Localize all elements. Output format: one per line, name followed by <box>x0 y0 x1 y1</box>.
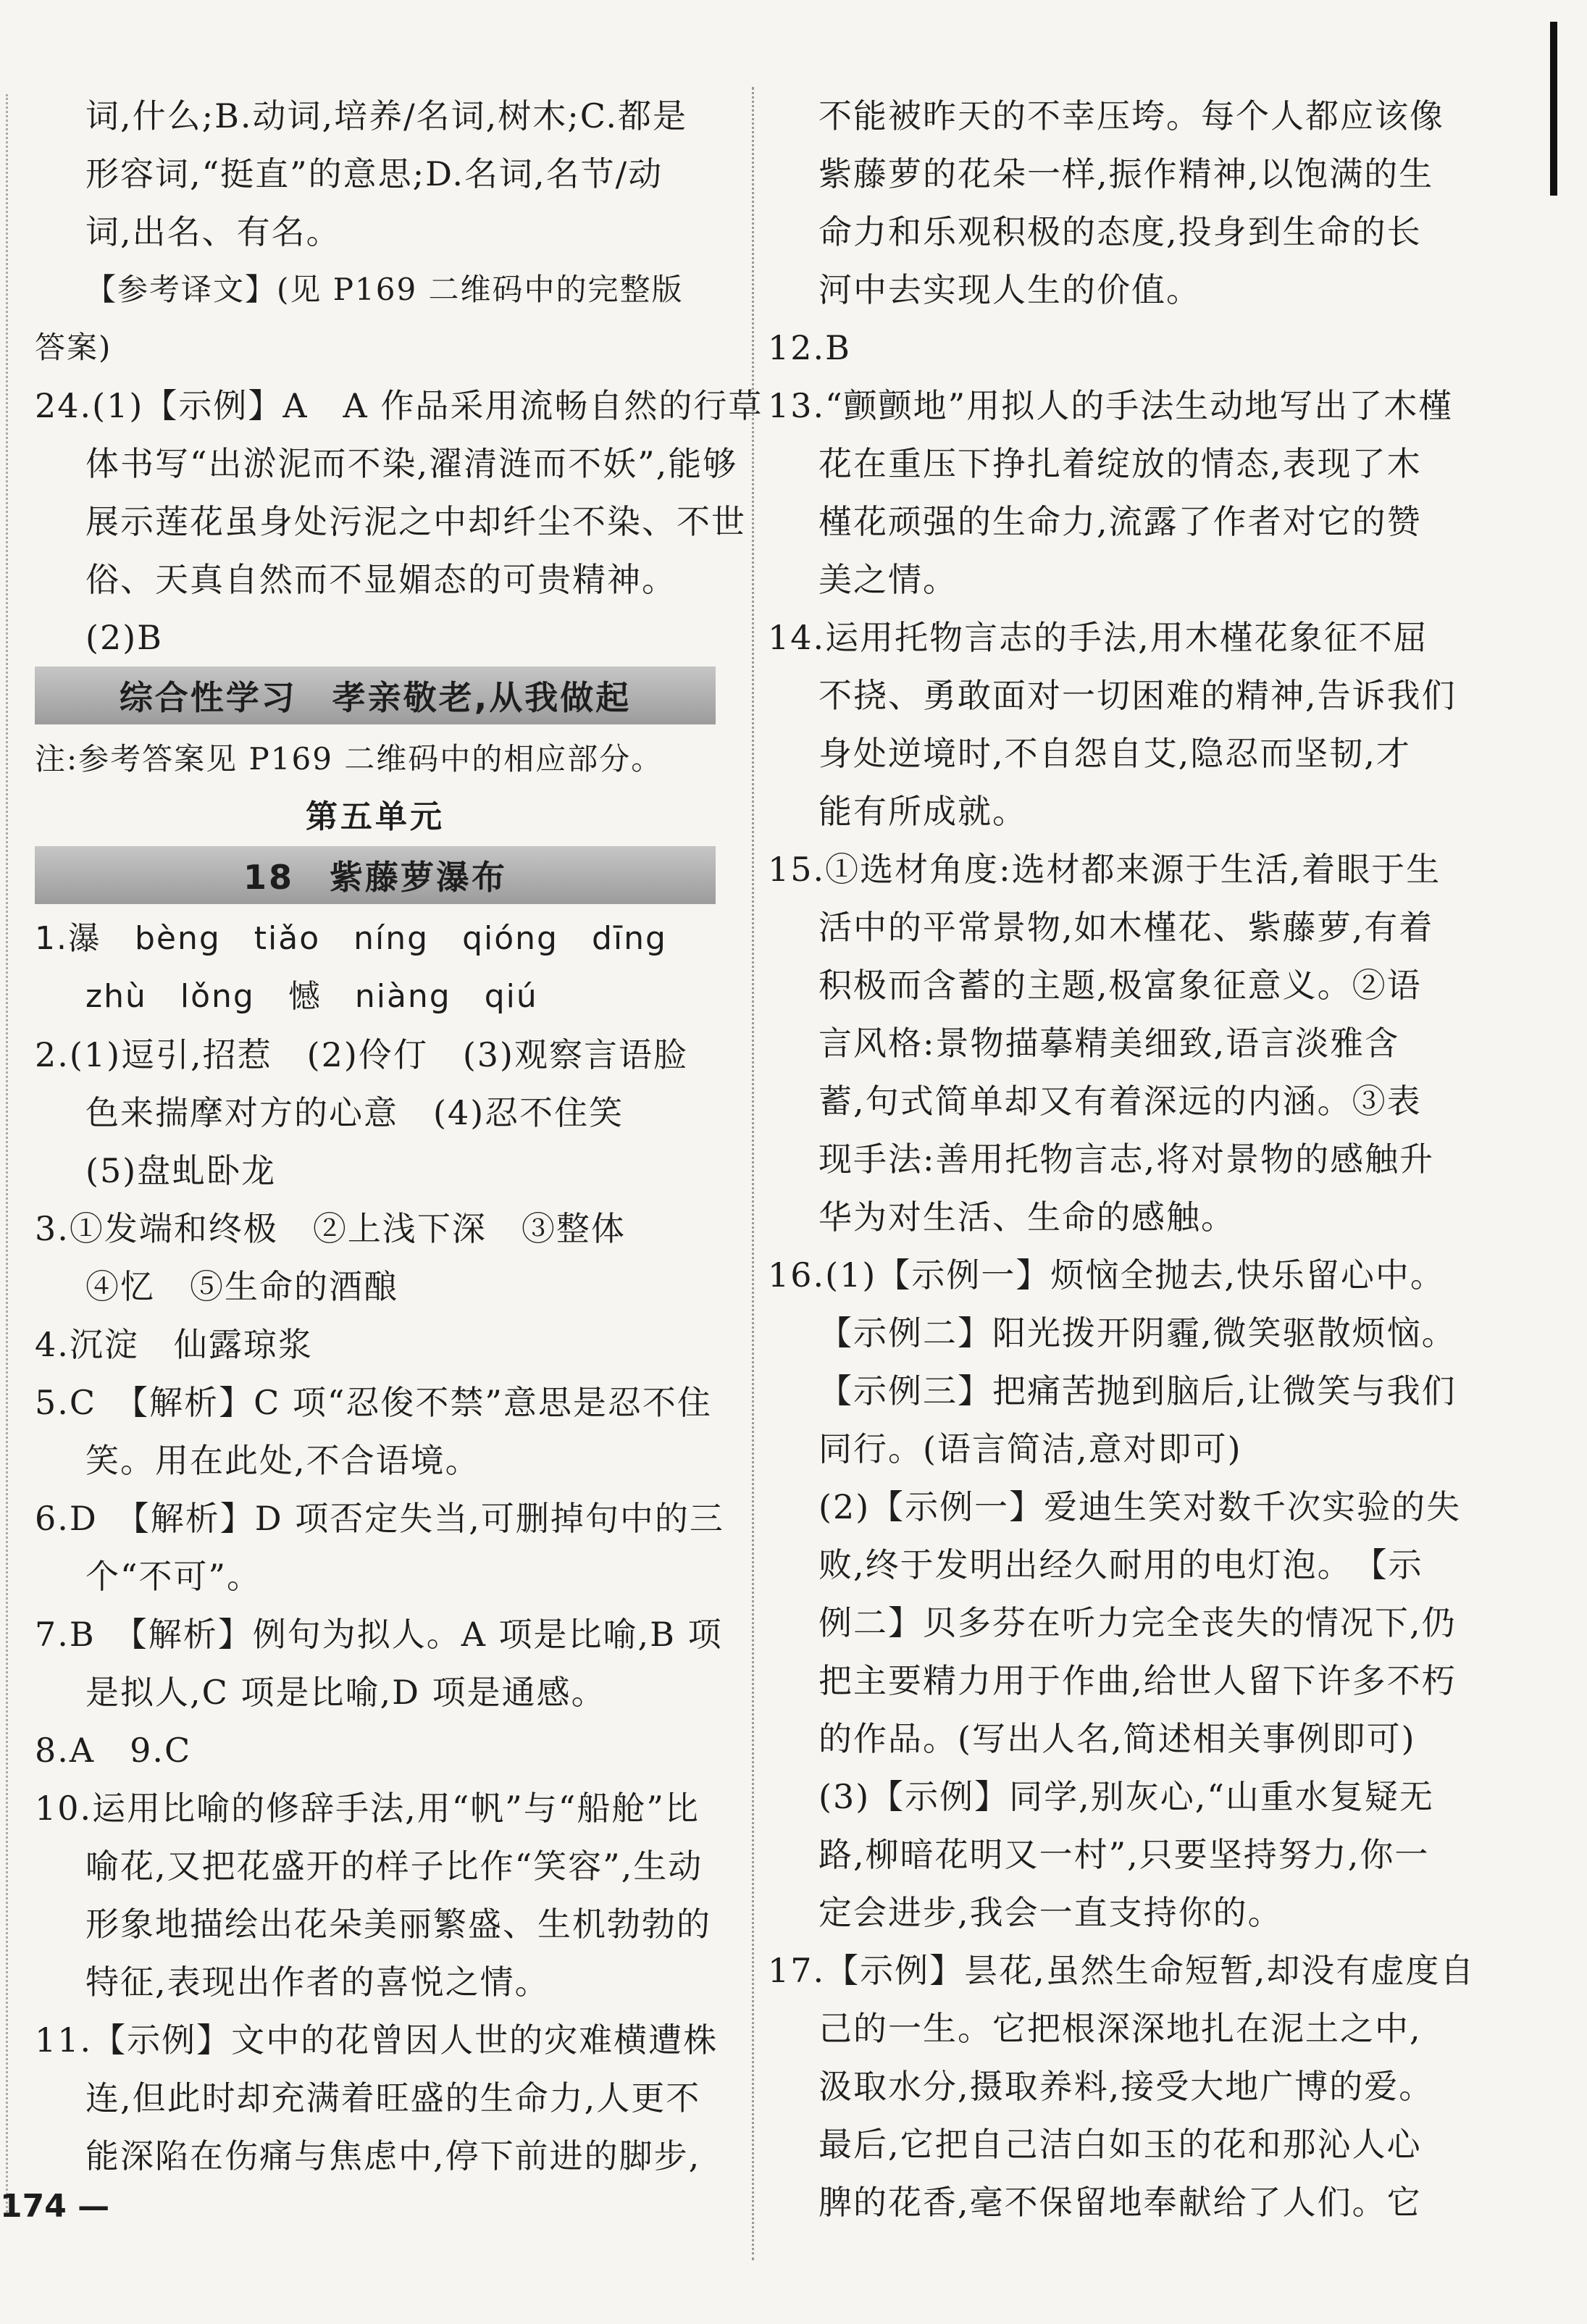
answer-8-9: 8.A 9.C <box>35 1731 192 1770</box>
answer-2: 2.(1)逗引,招惹 (2)伶仃 (3)观察言语脸 <box>35 1035 688 1074</box>
answer-line: 笑。用在此处,不合语境。 <box>85 1441 480 1480</box>
answer-line: 个“不可”。 <box>85 1557 262 1596</box>
answer-line: (3)【示例】同学,别灰心,“山重水复疑无 <box>818 1777 1434 1816</box>
answer-line: 脾的花香,毫不保留地奉献给了人们。它 <box>818 2183 1422 2222</box>
translation-note: 答案) <box>35 330 112 365</box>
answer-line: 花在重压下挣扎着绽放的情态,表现了木 <box>818 444 1422 483</box>
answer-3: 3.①发端和终极 ②上浅下深 ③整体 <box>35 1209 626 1248</box>
answer-line: 例二】贝多芬在听力完全丧失的情况下,仍 <box>818 1603 1457 1642</box>
answer-line: 己的一生。它把根深深地扎在泥土之中, <box>818 2009 1422 2048</box>
answer-5: 5.C 【解析】C 项“忍俊不禁”意思是忍不住 <box>35 1383 712 1422</box>
answer-line: 美之情。 <box>818 560 958 599</box>
answer-line: 槿花顽强的生命力,流露了作者对它的赞 <box>818 502 1422 541</box>
answer-17: 17.【示例】昙花,虽然生命短暂,却没有虚度自 <box>768 1951 1475 1990</box>
answer-line: 华为对生活、生命的感触。 <box>818 1197 1236 1237</box>
answer-line: 汲取水分,摄取养料,接受大地广博的爱。 <box>818 2067 1434 2106</box>
answer-line: 连,但此时却充满着旺盛的生命力,人更不 <box>85 2078 701 2118</box>
answer-line: 喻花,又把花盛开的样子比作“笑容”,生动 <box>85 1847 703 1886</box>
answer-15: 15.①选材角度:选材都来源于生活,着眼于生 <box>768 850 1441 889</box>
answer-line: 【示例三】把痛苦抛到脑后,让微笑与我们 <box>818 1371 1457 1410</box>
answer-line: 的作品。(写出人名,简述相关事例即可) <box>818 1719 1416 1758</box>
answer-line: 命力和乐观积极的态度,投身到生命的长 <box>818 212 1422 251</box>
lesson-band-title: 18 紫藤萝瀑布 <box>35 846 716 904</box>
answer-line: 是拟人,C 项是比喻,D 项是通感。 <box>85 1673 606 1712</box>
answer-line: 蓄,句式简单却又有着深远的内涵。③表 <box>818 1082 1422 1121</box>
reference-note: 注:参考答案见 P169 二维码中的相应部分。 <box>35 741 663 777</box>
answer-14: 14.运用托物言志的手法,用木槿花象征不屈 <box>768 618 1428 657</box>
answer-16: 16.(1)【示例一】烦恼全抛去,快乐留心中。 <box>768 1255 1445 1295</box>
answer-line: 体书写“出淤泥而不染,濯清涟而不妖”,能够 <box>85 444 738 483</box>
answer-line: 词,出名、有名。 <box>85 212 341 251</box>
answer-11: 11.【示例】文中的花曾因人世的灾难横遭株 <box>35 2020 719 2060</box>
answer-1: 1.瀑 bèng tiǎo níng qióng dīng <box>35 920 667 957</box>
answer-line: 把主要精力用于作曲,给世人留下许多不朽 <box>818 1661 1457 1700</box>
translation-note: 【参考译文】(见 P169 二维码中的完整版 <box>85 272 684 307</box>
answer-line: 现手法:善用托物言志,将对景物的感触升 <box>818 1140 1435 1179</box>
answer-line: 【示例二】阳光拨开阴霾,微笑驱散烦恼。 <box>818 1313 1457 1353</box>
answer-line: 俗、天真自然而不显媚态的可贵精神。 <box>85 560 677 599</box>
answer-line: 定会进步,我会一直支持你的。 <box>818 1893 1283 1932</box>
answer-line: 展示莲花虽身处污泥之中却纤尘不染、不世 <box>85 502 746 541</box>
answer-line: 活中的平常景物,如木槿花、紫藤萝,有着 <box>818 908 1434 947</box>
answer-line: 路,柳暗花明又一村”,只要坚持努力,你一 <box>818 1835 1430 1874</box>
answer-line: 色来揣摩对方的心意 (4)忍不住笑 <box>85 1093 624 1132</box>
answer-line: 能深陷在伤痛与焦虑中,停下前进的脚步, <box>85 2136 701 2175</box>
answer-line: 词,什么;B.动词,培养/名词,树木;C.都是 <box>85 96 687 135</box>
answer-line: 能有所成就。 <box>818 792 1027 831</box>
answer-line: (2)B <box>85 618 163 657</box>
answer-line: 不挠、勇敢面对一切困难的精神,告诉我们 <box>818 676 1457 715</box>
answer-line: 特征,表现出作者的喜悦之情。 <box>85 1963 550 2002</box>
answer-line: 不能被昨天的不幸压垮。每个人都应该像 <box>818 96 1444 135</box>
answer-line: 形容词,“挺直”的意思;D.名词,名节/动 <box>85 154 663 193</box>
answer-line: (2)【示例一】爱迪生笑对数千次实验的失 <box>818 1487 1462 1526</box>
answer-12: 12.B <box>768 328 851 367</box>
section-band-comprehensive: 综合性学习 孝亲敬老,从我做起 <box>35 666 716 724</box>
answer-13: 13.“颤颤地”用拟人的手法生动地写出了木槿 <box>768 386 1454 425</box>
unit-title: 第五单元 <box>306 798 445 835</box>
answer-24: 24.(1)【示例】A A 作品采用流畅自然的行草 <box>35 386 763 425</box>
answer-line: 身处逆境时,不自怨自艾,隐忍而坚韧,才 <box>818 734 1411 773</box>
page-edge-bar <box>1550 22 1557 196</box>
answer-line: 最后,它把自己洁白如玉的花和那沁人心 <box>818 2125 1422 2164</box>
answer-line: (5)盘虬卧龙 <box>85 1151 277 1190</box>
answer-10: 10.运用比喻的修辞手法,用“帆”与“船舱”比 <box>35 1789 700 1828</box>
page-number: 174 — <box>0 2188 110 2225</box>
answer-line: ④忆 ⑤生命的酒酿 <box>85 1267 398 1306</box>
answer-line: 形象地描绘出花朵美丽繁盛、生机勃勃的 <box>85 1905 711 1944</box>
answer-line: 紫藤萝的花朵一样,振作精神,以饱满的生 <box>818 154 1434 193</box>
answer-line: 同行。(语言简洁,意对即可) <box>818 1429 1242 1468</box>
answer-7: 7.B 【解析】例句为拟人。A 项是比喻,B 项 <box>35 1615 723 1654</box>
answer-line: 败,终于发明出经久耐用的电灯泡。 【示 <box>818 1545 1423 1584</box>
right-column <box>768 87 1475 2231</box>
answer-line: 河中去实现人生的价值。 <box>818 270 1201 309</box>
answer-line: 言风格:景物描摹精美细致,语言淡雅含 <box>818 1024 1400 1063</box>
answer-6: 6.D 【解析】D 项否定失当,可删掉句中的三 <box>35 1499 724 1538</box>
answer-4: 4.沉淀 仙露琼浆 <box>35 1325 313 1364</box>
answer-line: zhù lǒng 憾 niàng qiú <box>85 978 538 1015</box>
left-column <box>35 87 763 2185</box>
left-margin-rule <box>6 94 8 2217</box>
answer-line: 积极而含蓄的主题,极富象征意义。②语 <box>818 966 1422 1005</box>
